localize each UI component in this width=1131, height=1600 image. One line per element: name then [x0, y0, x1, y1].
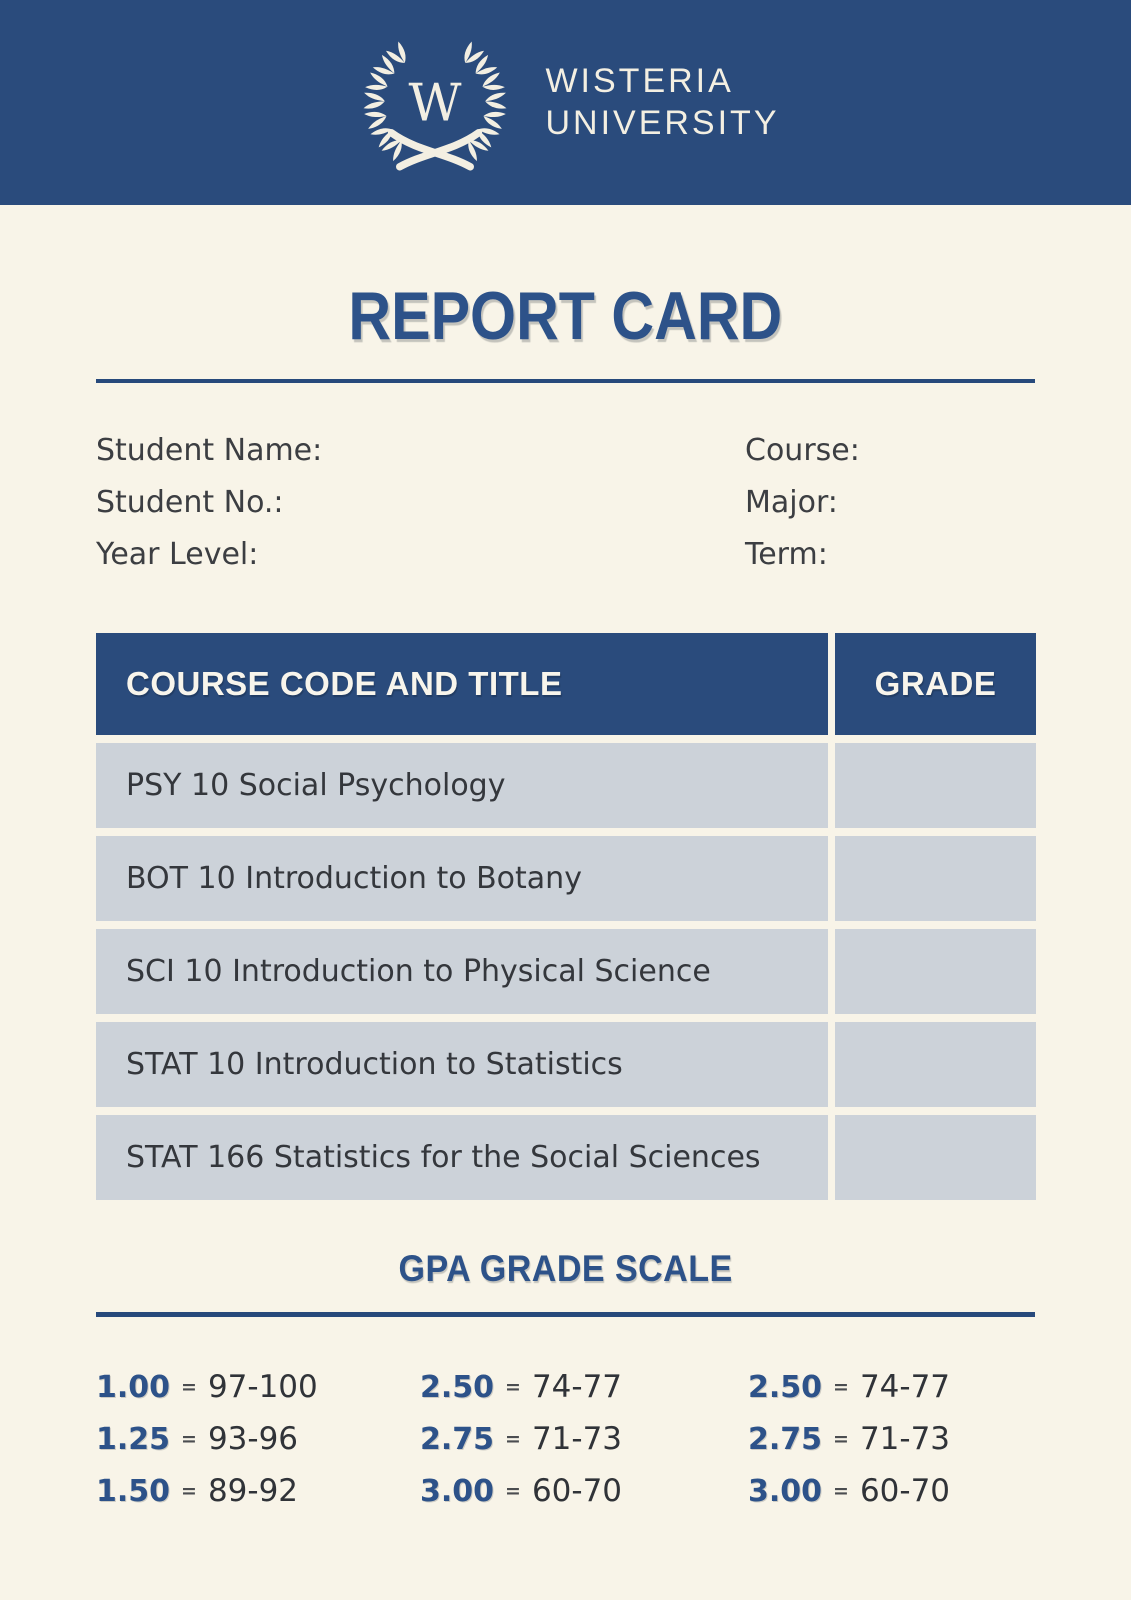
table-row — [96, 743, 1035, 828]
score-range: 74-77 — [859, 1369, 951, 1405]
student-info-section — [96, 425, 1035, 581]
student-name-label: Student Name: — [96, 433, 323, 468]
student-info-right-column — [745, 425, 1035, 581]
university-name-line1: WISTERIA — [545, 62, 734, 101]
gpa-scale-entry — [420, 1465, 748, 1517]
course-cell: PSY 10 Social Psychology — [96, 743, 828, 828]
gpa-scale-entry — [420, 1413, 748, 1465]
score-range: 60-70 — [531, 1473, 623, 1509]
gpa-scale-entry — [96, 1465, 420, 1517]
gpa-scale-entry — [420, 1361, 748, 1413]
gpa-value: 1.25 — [96, 1421, 171, 1457]
student-no-label: Student No.: — [96, 485, 284, 520]
score-range: 97-100 — [207, 1369, 318, 1405]
major-label: Major: — [745, 485, 838, 520]
gpa-scale-title-text: GPA GRADE SCALE — [398, 1248, 733, 1289]
equals-sign: = — [181, 1428, 197, 1450]
course-cell: BOT 10 Introduction to Botany — [96, 836, 828, 921]
gpa-value: 2.75 — [748, 1421, 823, 1457]
gpa-scale-column-3 — [748, 1361, 1035, 1517]
gpa-scale-entry — [748, 1465, 1035, 1517]
score-range: 60-70 — [859, 1473, 951, 1509]
laurel-wreath-icon — [351, 27, 519, 179]
equals-sign: = — [181, 1376, 197, 1398]
score-range: 93-96 — [207, 1421, 299, 1457]
gpa-scale-column-1 — [96, 1361, 420, 1517]
gpa-scale-title — [96, 1248, 1035, 1290]
equals-sign: = — [833, 1480, 849, 1502]
equals-sign: = — [833, 1376, 849, 1398]
table-row — [96, 1022, 1035, 1107]
gpa-scale-entry — [748, 1413, 1035, 1465]
gpa-scale-divider — [96, 1312, 1035, 1317]
table-row — [96, 1115, 1035, 1200]
year-level-label: Year Level: — [96, 537, 259, 572]
header-band — [0, 0, 1131, 205]
gpa-value: 2.75 — [420, 1421, 495, 1457]
score-range: 71-73 — [859, 1421, 951, 1457]
student-info-left-column — [96, 425, 745, 581]
equals-sign: = — [505, 1376, 521, 1398]
grade-cell — [835, 1022, 1036, 1107]
university-name — [545, 61, 779, 144]
grade-cell — [835, 929, 1036, 1014]
logo-monogram: W — [408, 73, 462, 134]
gpa-scale-entry — [96, 1413, 420, 1465]
table-row — [96, 836, 1035, 921]
grade-column-header: GRADE — [835, 633, 1036, 735]
title-divider — [96, 379, 1035, 383]
equals-sign: = — [505, 1480, 521, 1502]
gpa-value: 2.50 — [420, 1369, 495, 1405]
course-code-column-header: COURSE CODE AND TITLE — [96, 633, 828, 735]
gpa-scale-column-2 — [420, 1361, 748, 1517]
gpa-value: 1.00 — [96, 1369, 171, 1405]
score-range: 74-77 — [531, 1369, 623, 1405]
gpa-value: 1.50 — [96, 1473, 171, 1509]
equals-sign: = — [833, 1428, 849, 1450]
course-cell: STAT 166 Statistics for the Social Sciences — [96, 1115, 828, 1200]
gpa-value: 2.50 — [748, 1369, 823, 1405]
gpa-value: 3.00 — [748, 1473, 823, 1509]
course-table — [96, 633, 1035, 1200]
term-label: Term: — [745, 537, 828, 572]
equals-sign: = — [181, 1480, 197, 1502]
grade-cell — [835, 1115, 1036, 1200]
page-title-text: REPORT CARD — [348, 278, 783, 354]
table-header-row — [96, 633, 1035, 735]
gpa-scale-entry — [748, 1361, 1035, 1413]
grade-cell — [835, 836, 1036, 921]
course-cell: SCI 10 Introduction to Physical Science — [96, 929, 828, 1014]
equals-sign: = — [505, 1428, 521, 1450]
course-label: Course: — [745, 433, 860, 468]
score-range: 89-92 — [207, 1473, 299, 1509]
grade-cell — [835, 743, 1036, 828]
page-title — [96, 277, 1035, 355]
score-range: 71-73 — [531, 1421, 623, 1457]
gpa-scale-entry — [96, 1361, 420, 1413]
gpa-value: 3.00 — [420, 1473, 495, 1509]
course-cell: STAT 10 Introduction to Statistics — [96, 1022, 828, 1107]
table-row — [96, 929, 1035, 1014]
university-name-line2: UNIVERSITY — [545, 103, 780, 142]
gpa-scale-grid — [96, 1361, 1035, 1517]
